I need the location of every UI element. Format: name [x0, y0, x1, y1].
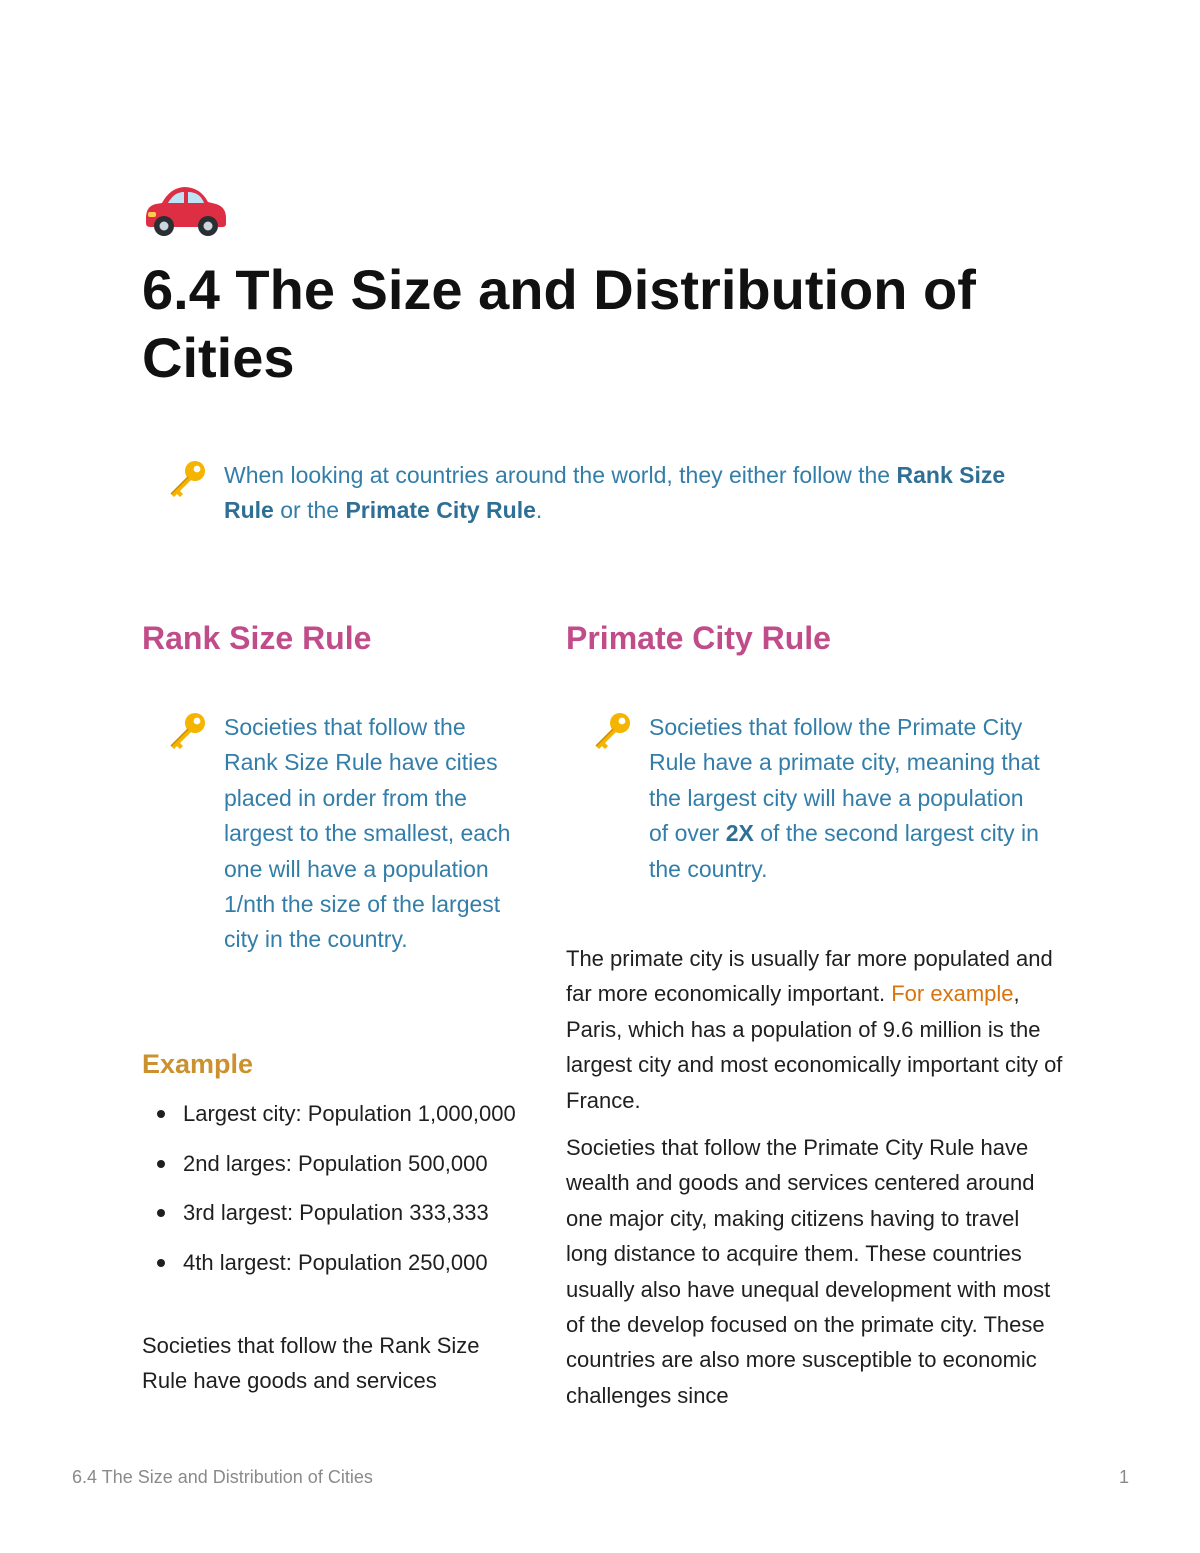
rank-size-callout-text: Societies that follow the Rank Size Rule have cities placed in order from the largest to the smallest, each one will have a population 1/nth the size of the largest city in the country. [224, 714, 511, 953]
list-item: 4th largest: Population 250,000 [142, 1245, 522, 1280]
list-item: Largest city: Population 1,000,000 [142, 1096, 522, 1131]
key-icon [166, 458, 208, 500]
primate-city-paragraph-1: The primate city is usually far more populated and far more economically important. For example, Paris, which has a population of 9.6 million is the largest city and most economically important city of France. [566, 946, 1063, 1113]
highlighted-phrase: For example [891, 981, 1014, 1007]
rank-size-paragraph: Societies that follow the Rank Size Rule have goods and services [142, 1333, 480, 1394]
rank-size-rule-term: Rank Size Rule [224, 462, 1006, 524]
footer-title: 6.4 The Size and Distribution of Cities [72, 1467, 373, 1487]
red-car-icon [140, 178, 230, 238]
example-heading: Example [142, 1049, 254, 1079]
intro-callout [166, 458, 1036, 529]
list-item: 2nd larges: Population 500,000 [142, 1146, 522, 1181]
primate-city-rule-term: Primate City Rule [345, 497, 536, 524]
example-list [142, 1096, 522, 1294]
list-item: 3rd largest: Population 333,333 [142, 1195, 522, 1230]
primate-city-callout [591, 710, 1041, 887]
rank-size-heading: Rank Size Rule [142, 620, 372, 656]
page-title: 6.4 The Size and Distribution of Cities [142, 258, 976, 389]
key-icon [166, 710, 208, 752]
primate-city-paragraph-2: Societies that follow the Primate City Rule have wealth and goods and services centered around one major city, making citizens having to travel long distance to acquire them. These countries usually also have unequal development with most of the develop focused on the primate city. These countries are also more susceptible to economic challenges since [566, 1135, 1051, 1408]
page-number: 1 [1119, 1467, 1130, 1487]
key-icon [591, 710, 633, 752]
two-x-term: 2X [725, 820, 754, 847]
rank-size-callout [166, 710, 511, 958]
primate-city-heading: Primate City Rule [566, 620, 831, 656]
primate-city-callout-text: Societies that follow the Primate City Rule have a primate city, meaning that the largest city will have a population of over 2X of the second largest city in the country. [649, 714, 1040, 882]
intro-callout-text: When looking at countries around the world, they either follow the Rank Size Rule or the Primate City Rule. [224, 462, 1006, 524]
